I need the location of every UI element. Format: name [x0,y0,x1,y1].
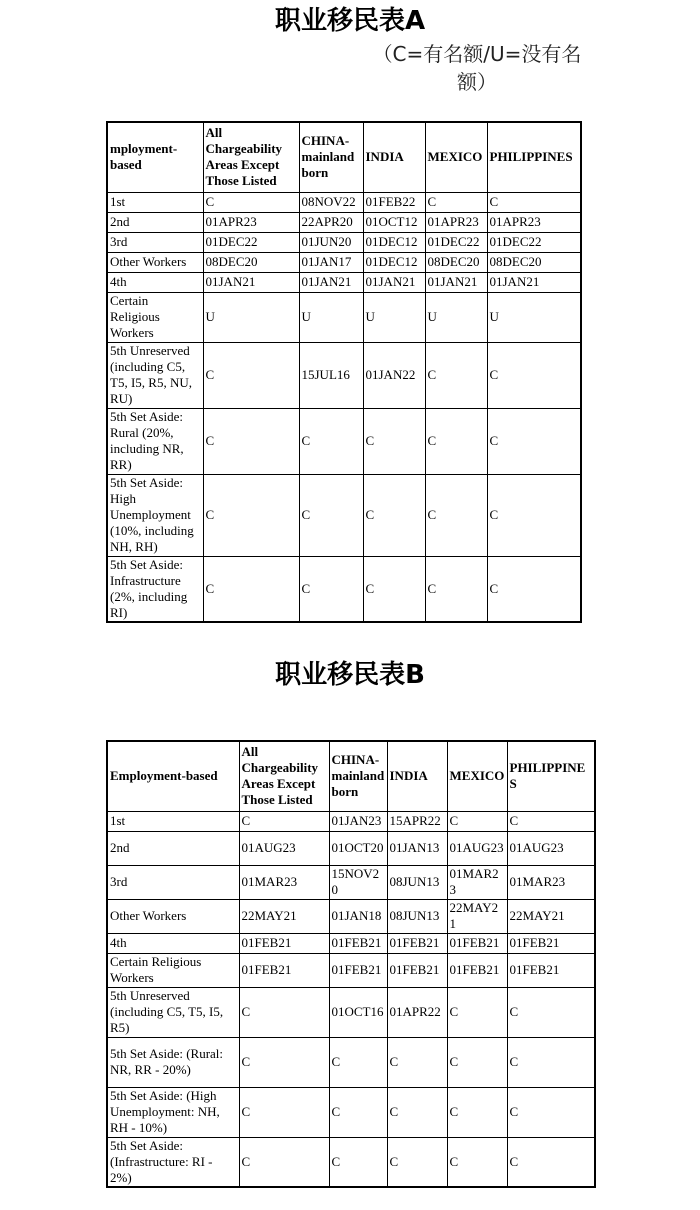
table-cell: 01AUG23 [239,831,329,865]
table-b-title: 职业移民表B [275,660,425,690]
table-row [107,292,581,342]
table-cell: C [299,408,363,474]
table-cell: 01JAN17 [299,252,363,272]
table-cell: 01JAN21 [425,272,487,292]
row-label-cell: 3rd [107,865,239,899]
table-cell: C [239,987,329,1037]
table-cell: 01FEB21 [447,953,507,987]
row-label-cell: Other Workers [107,899,239,933]
row-label-cell: 4th [107,933,239,953]
table-cell: 01JAN21 [363,272,425,292]
table-cell: C [487,342,581,408]
table-cell: 01OCT12 [363,212,425,232]
table-cell: 08JUN13 [387,899,447,933]
header-cell: PHILIPPINES [487,122,581,192]
table-row [107,232,581,252]
row-label-cell: Certain Religious Workers [107,292,203,342]
table-row [107,212,581,232]
table-cell: C [363,474,425,556]
header-cell: INDIA [363,122,425,192]
row-label-cell: Other Workers [107,252,203,272]
row-label-cell: 2nd [107,831,239,865]
table-row [107,342,581,408]
row-label-cell: Certain Religious Workers [107,953,239,987]
table-cell: 01FEB21 [387,953,447,987]
table-cell: C [507,1137,595,1187]
table-row [107,1137,595,1187]
table-cell: 01DEC22 [487,232,581,252]
table-row [107,556,581,622]
table-cell: 01APR23 [203,212,299,232]
table-cell: C [203,342,299,408]
table-cell: 01MAR23 [447,865,507,899]
table-cell: C [329,1087,387,1137]
table-cell: C [299,474,363,556]
table-cell: C [363,408,425,474]
table-row [107,474,581,556]
table-row [107,831,595,865]
table-cell: U [299,292,363,342]
table-cell: U [425,292,487,342]
table-cell: C [239,1037,329,1087]
table-cell: C [425,556,487,622]
table-row [107,987,595,1037]
row-label-cell: 2nd [107,212,203,232]
table-row [107,1087,595,1137]
table-cell: 01JAN22 [363,342,425,408]
table-a-subtitle: （C=有名额/U=没有名额） [372,42,582,94]
table-cell: C [425,474,487,556]
header-cell: mployment-based [107,122,203,192]
table-cell: 08DEC20 [425,252,487,272]
row-label-cell: 5th Set Aside: (Infrastructure: RI - 2%) [107,1137,239,1187]
table-cell: C [507,1037,595,1087]
header-cell: MEXICO [425,122,487,192]
table-cell: C [507,1087,595,1137]
header-cell: CHINA-mainland born [299,122,363,192]
table-cell: C [329,1137,387,1187]
table-cell: C [363,556,425,622]
row-label-cell: 5th Set Aside: Infrastructure (2%, including RI) [107,556,203,622]
table-cell: C [487,408,581,474]
table-header-row [107,122,581,192]
row-label-cell: 5th Unreserved (including C5, T5, I5, R5, NU, RU) [107,342,203,408]
table-cell: C [239,1087,329,1137]
table-cell: C [425,408,487,474]
table-cell: C [425,342,487,408]
table-cell: 01JUN20 [299,232,363,252]
table-cell: 01JAN21 [487,272,581,292]
table-row [107,252,581,272]
table-cell: 01OCT16 [329,987,387,1037]
table-cell: 01AUG23 [447,831,507,865]
table-cell: 01JAN13 [387,831,447,865]
table-cell: 08NOV22 [299,192,363,212]
table-cell: 01FEB22 [363,192,425,212]
table-cell: 01JAN21 [299,272,363,292]
table-cell: 01FEB21 [329,933,387,953]
table-cell: 01FEB21 [447,933,507,953]
table-cell: C [447,1087,507,1137]
table-cell: 15JUL16 [299,342,363,408]
table-cell: 01DEC22 [425,232,487,252]
table-cell: 01DEC12 [363,252,425,272]
visa-bulletin-table-a [106,121,582,623]
table-cell: 01FEB21 [387,933,447,953]
table-cell: 01DEC22 [203,232,299,252]
table-cell: 08JUN13 [387,865,447,899]
header-cell: INDIA [387,741,447,811]
table-cell: C [425,192,487,212]
row-label-cell: 5th Set Aside: High Unemployment (10%, including NH, RH) [107,474,203,556]
table-cell: C [203,556,299,622]
table-cell: 15NOV20 [329,865,387,899]
table-row [107,953,595,987]
row-label-cell: 5th Set Aside: (Rural: NR, RR - 20%) [107,1037,239,1087]
table-cell: 22APR20 [299,212,363,232]
row-label-cell: 4th [107,272,203,292]
table-cell: 22MAY21 [507,899,595,933]
header-cell: Employment-based [107,741,239,811]
table-cell: U [487,292,581,342]
table-cell: 22MAY21 [239,899,329,933]
table-cell: C [299,556,363,622]
table-row [107,272,581,292]
row-label-cell: 5th Set Aside: (High Unemployment: NH, RH - 10%) [107,1087,239,1137]
table-cell: U [203,292,299,342]
table-cell: C [203,474,299,556]
table-cell: 01APR22 [387,987,447,1037]
table-cell: 01OCT20 [329,831,387,865]
header-cell: All Chargeability Areas Except Those Listed [203,122,299,192]
row-label-cell: 5th Unreserved (including C5, T5, I5, R5) [107,987,239,1037]
table-row [107,933,595,953]
table-cell: 01MAR23 [507,865,595,899]
table-cell: 08DEC20 [203,252,299,272]
table-cell: C [447,987,507,1037]
header-cell: All Chargeability Areas Except Those Listed [239,741,329,811]
table-cell: C [203,192,299,212]
table-cell: 08DEC20 [487,252,581,272]
table-cell: C [239,1137,329,1187]
table-cell: C [387,1087,447,1137]
table-cell: 22MAY21 [447,899,507,933]
header-cell: MEXICO [447,741,507,811]
table-row [107,408,581,474]
table-cell: 01FEB21 [239,933,329,953]
table-cell: 01FEB21 [329,953,387,987]
table-cell: C [447,811,507,831]
table-cell: C [329,1037,387,1087]
table-cell: C [507,987,595,1037]
table-cell: 01MAR23 [239,865,329,899]
table-cell: C [239,811,329,831]
table-cell: C [387,1137,447,1187]
header-cell: CHINA-mainland born [329,741,387,811]
table-header-row [107,741,595,811]
table-a-title: 职业移民表A [274,6,426,36]
table-cell: C [487,474,581,556]
table-cell: 01DEC12 [363,232,425,252]
table-row [107,1037,595,1087]
table-cell: C [203,408,299,474]
table-cell: C [507,811,595,831]
table-cell: 01AUG23 [507,831,595,865]
table-cell: 01JAN18 [329,899,387,933]
row-label-cell: 1st [107,811,239,831]
row-label-cell: 3rd [107,232,203,252]
table-cell: 01APR23 [487,212,581,232]
table-cell: 15APR22 [387,811,447,831]
table-cell: 01FEB21 [507,953,595,987]
table-cell: C [447,1137,507,1187]
table-cell: 01JAN21 [203,272,299,292]
table-cell: 01APR23 [425,212,487,232]
row-label-cell: 5th Set Aside: Rural (20%, including NR, RR) [107,408,203,474]
table-cell: 01JAN23 [329,811,387,831]
table-row [107,899,595,933]
table-cell: C [387,1037,447,1087]
table-cell: U [363,292,425,342]
table-row [107,811,595,831]
table-cell: C [487,192,581,212]
table-row [107,865,595,899]
table-cell: C [447,1037,507,1087]
row-label-cell: 1st [107,192,203,212]
header-cell: PHILIPPINES [507,741,595,811]
table-cell: 01FEB21 [507,933,595,953]
table-row [107,192,581,212]
visa-bulletin-table-b [106,740,596,1188]
table-cell: C [487,556,581,622]
table-cell: 01FEB21 [239,953,329,987]
